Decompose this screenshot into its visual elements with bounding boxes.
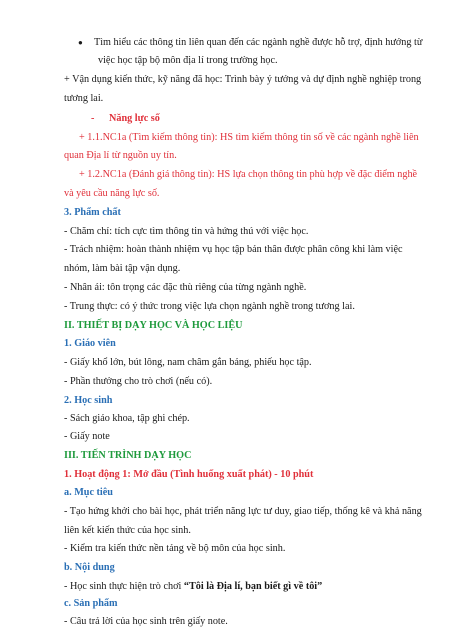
dash-marker: - (91, 112, 95, 124)
text-span: - Học sinh thực hiện trò chơi (64, 581, 184, 593)
subsection-heading: 1. Giáo viên (64, 337, 116, 349)
text-line: - Chăm chỉ: tích cực tìm thông tin và hứng thú với việc học. (64, 225, 309, 237)
section-heading: 3. Phẩm chất (64, 206, 121, 218)
text-line: - Câu trả lời của học sinh trên giấy note. (64, 616, 228, 628)
subsection-heading: 2. Học sinh (64, 394, 113, 406)
text-line: và yêu cầu năng lực số. (64, 187, 160, 199)
text-line: + 1.2.NC1a (Đánh giá thông tin): HS lựa chọn thông tin phù hợp về đặc điểm nghề (79, 168, 418, 180)
text-line: - Kiểm tra kiến thức nền tảng về bộ môn của học sinh. (64, 543, 286, 555)
text-line: - Phần thưởng cho trò chơi (nếu có). (64, 375, 213, 387)
text-line: - Sách giáo khoa, tập ghi chép. (64, 412, 190, 424)
text-line: quan Địa lí từ nguồn uy tín. (64, 149, 177, 161)
text-line (64, 578, 404, 596)
text-line: - Trách nhiệm: hoàn thành nhiệm vụ học tập bản thân được phân công khi làm việc (64, 243, 403, 255)
text-line: - Trung thực: có ý thức trong việc lựa chọn ngành nghề trong tương lai. (64, 300, 355, 312)
section-heading: II. THIẾT BỊ DẠY HỌC VÀ HỌC LIỆU (64, 319, 243, 331)
activity-heading: 1. Hoạt động 1: Mở đầu (Tình huống xuất phát) - 10 phút (64, 469, 314, 481)
text-line: nhóm, làm bài tập vận dụng. (64, 262, 181, 274)
bullet-icon: ● (78, 38, 83, 48)
subsection-heading: c. Sản phẩm (64, 598, 118, 610)
text-line: - Nhân ái: tôn trọng các đặc thù riêng của từng ngành nghề. (64, 281, 307, 293)
section-heading: III. TIẾN TRÌNH DẠY HỌC (64, 450, 192, 462)
text-line: - Giấy khổ lớn, bút lông, nam châm gắn bảng, phiếu học tập. (64, 356, 312, 368)
text-line: việc học tập bộ môn địa lí trong trường học. (98, 55, 278, 67)
game-title: “Tôi là Địa lí, bạn biết gì về tôi” (183, 581, 323, 593)
text-line: + Vận dụng kiến thức, kỹ năng đã học: Trình bày ý tưởng và dự định nghề nghiệp trong (64, 74, 422, 86)
text-line: Tìm hiểu các thông tin liên quan đến các ngành nghề được hỗ trợ, định hướng từ (94, 37, 423, 49)
text-line: tương lai. (64, 93, 104, 105)
text-line: liên kết kiến thức của học sinh. (64, 525, 191, 537)
text-line: + 1.1.NC1a (Tìm kiếm thông tin): HS tìm kiếm thông tin số về các ngành nghề liên (79, 131, 419, 143)
text-line: - Tạo hứng khởi cho bài học, phát triển năng lực tư duy, giao tiếp, thống kê và khả năng (64, 506, 422, 518)
text-line: - Giấy note (64, 431, 110, 443)
subsection-heading: b. Nội dung (64, 562, 115, 574)
subheading-text: Năng lực số (109, 112, 160, 124)
subsection-heading: a. Mục tiêu (64, 487, 113, 499)
